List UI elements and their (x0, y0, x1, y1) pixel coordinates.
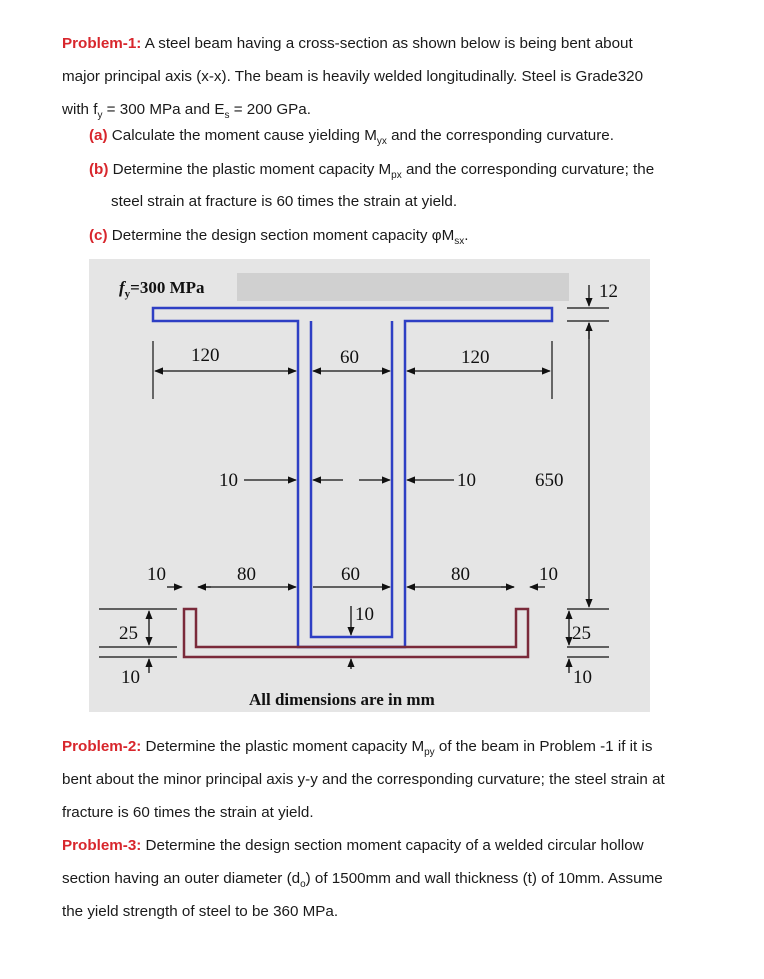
dim-80-left: 80 (237, 564, 256, 585)
dim-10-plate: 10 (355, 604, 374, 625)
problem-1-intro (62, 27, 702, 126)
problem-1-part-b (89, 154, 704, 218)
problem-1-line-1: A steel beam having a cross-section as shown below is being bent about (144, 35, 633, 52)
problem-1-line-3-pre: with f (62, 101, 98, 118)
problem-3-line-1: Determine the design section moment capacity of a welded circular hollow (141, 837, 644, 854)
part-a-text-pre: Calculate the moment cause yielding M (107, 127, 377, 144)
dim-10-right-web: 10 (457, 470, 476, 491)
part-a-sub: yx (376, 136, 387, 148)
fy-label-bar (237, 273, 569, 301)
beam-cross-section-figure (89, 259, 650, 712)
problem-1-line-2: major principal axis (x-x). The beam is heavily welded longitudinally. Steel is Grade320 (62, 68, 644, 85)
part-b-line-2: steel strain at fracture is 60 times the strain at yield. (111, 193, 458, 210)
dim-650: 650 (535, 470, 564, 491)
dim-10-left-web: 10 (219, 470, 238, 491)
part-b-sub: px (391, 170, 402, 182)
dim-60-top: 60 (340, 347, 359, 368)
problem-1-part-c (89, 220, 704, 252)
problem-2-line-1-pre: Determine the plastic moment capacity M (141, 738, 425, 755)
fy-label: $f_y=300$ MPa (119, 278, 205, 300)
problem-2-sub: py (424, 747, 435, 759)
part-c-sub: sx (454, 236, 465, 248)
figure-background (89, 259, 650, 712)
problem-2-line-1-post: of the beam in Problem -1 if it is (434, 738, 653, 755)
part-b-text-post: and the corresponding curvature; the (401, 161, 655, 178)
dim-10-left: 10 (147, 564, 166, 585)
dim-12: 12 (599, 281, 618, 302)
problem-3-line-2-pre: section having an outer diameter (d (62, 870, 301, 887)
dim-80-right: 80 (451, 564, 470, 585)
problem-2 (62, 730, 702, 829)
problem-2-line-2: bent about the minor principal axis y-y and the corresponding curvature; the steel strain at (62, 771, 665, 788)
part-a-text-post: and the corresponding curvature. (386, 127, 614, 144)
dim-10-right: 10 (539, 564, 558, 585)
part-c-text-pre: Determine the design section moment capacity φM (107, 227, 455, 244)
problem-1-line-3-post: = 200 GPa. (229, 101, 311, 118)
problem-1-part-a (89, 120, 704, 152)
part-b-text-pre: Determine the plastic moment capacity M (108, 161, 392, 178)
problem-1-label: Problem-1: (62, 35, 142, 52)
dim-25-left: 25 (119, 623, 138, 644)
problem-2-line-3: fracture is 60 times the strain at yield. (62, 804, 314, 821)
dim-10-bottom-left: 10 (121, 667, 140, 688)
part-c-text-post: . (464, 227, 469, 244)
fy-subscript: y (97, 110, 103, 122)
es-subscript: s (224, 110, 230, 122)
problem-3-sub: o (300, 879, 306, 891)
cross-section-diagram (89, 259, 650, 712)
problem-3-label: Problem-3: (62, 837, 142, 854)
problem-2-label: Problem-2: (62, 738, 142, 755)
dim-60-bottom: 60 (341, 564, 360, 585)
dim-120-left: 120 (191, 345, 220, 366)
dim-25-right: 25 (572, 623, 591, 644)
problem-3 (62, 829, 702, 928)
problem-3-line-2-post: ) of 1500mm and wall thickness (t) of 10mm. Assume (305, 870, 663, 887)
part-a-label: (a) (89, 127, 108, 144)
part-c-label: (c) (89, 227, 108, 244)
problem-3-line-3: the yield strength of steel to be 360 MPa. (62, 903, 339, 920)
figure-caption: All dimensions are in mm (249, 690, 435, 709)
part-b-label: (b) (89, 161, 109, 178)
dim-10-bottom-right: 10 (573, 667, 592, 688)
problem-1-line-3-mid: = 300 MPa and E (102, 101, 225, 118)
dim-120-right: 120 (461, 347, 490, 368)
